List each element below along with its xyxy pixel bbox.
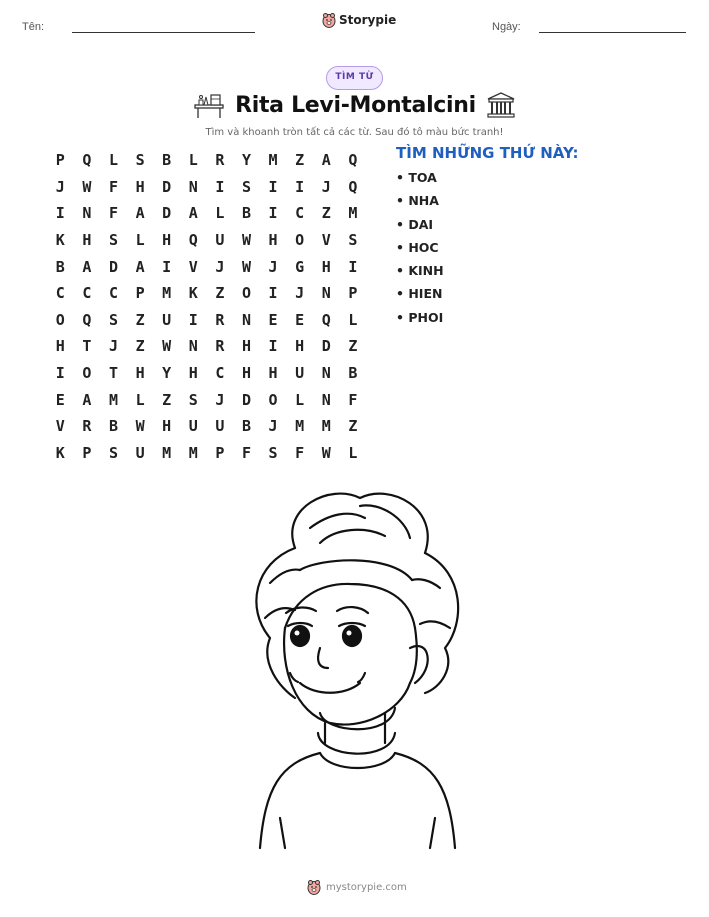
title-row [0,91,709,119]
grid-cell[interactable]: S [108,310,118,329]
grid-cell[interactable]: Q [348,177,358,196]
grid-cell[interactable]: W [241,231,251,250]
grid-cell[interactable]: K [55,443,65,462]
grid-cell[interactable]: S [135,151,145,170]
grid-cell[interactable]: A [188,204,198,223]
grid-cell[interactable]: P [55,151,65,170]
grid-cell[interactable]: O [295,231,305,250]
grid-cell[interactable]: W [135,417,145,436]
grid-cell[interactable]: J [295,284,305,303]
grid-cell[interactable]: H [162,231,172,250]
grid-row [47,174,367,201]
grid-cell[interactable]: I [268,204,278,223]
grid-cell[interactable]: L [135,390,145,409]
name-field-line[interactable] [72,32,255,33]
brand-name: Storypie [339,13,397,27]
grid-cell[interactable]: B [241,204,251,223]
grid-cell[interactable]: S [108,443,118,462]
grid-cell[interactable]: C [215,364,225,383]
category-badge: TÌM TỪ [326,66,383,90]
grid-cell[interactable]: U [215,231,225,250]
grid-cell[interactable]: M [162,284,172,303]
grid-cell[interactable]: N [188,337,198,356]
grid-cell[interactable]: J [268,257,278,276]
word-item: • NHA [396,193,439,209]
grid-cell[interactable]: N [321,364,331,383]
grid-cell[interactable]: J [55,177,65,196]
grid-row [47,307,367,334]
grid-cell[interactable]: I [268,177,278,196]
grid-cell[interactable]: B [55,257,65,276]
grid-cell[interactable]: O [82,364,92,383]
grid-cell[interactable]: V [55,417,65,436]
grid-cell[interactable]: E [268,310,278,329]
grid-cell[interactable]: Q [82,310,92,329]
grid-cell[interactable]: N [241,310,251,329]
grid-cell[interactable]: A [135,204,145,223]
grid-cell[interactable]: P [215,443,225,462]
grid-cell[interactable]: A [135,257,145,276]
grid-cell[interactable]: F [348,390,358,409]
grid-cell[interactable]: B [108,417,118,436]
grid-cell[interactable]: M [108,390,118,409]
grid-cell[interactable]: C [108,284,118,303]
grid-cell[interactable]: S [108,231,118,250]
grid-cell[interactable]: A [82,390,92,409]
grid-cell[interactable]: B [241,417,251,436]
word-list [396,170,444,333]
grid-cell[interactable]: H [268,364,278,383]
grid-cell[interactable]: I [215,177,225,196]
grid-cell[interactable]: A [321,151,331,170]
grid-cell[interactable]: I [162,257,172,276]
grid-cell[interactable]: R [215,151,225,170]
grid-row [47,200,367,227]
grid-cell[interactable]: D [162,177,172,196]
grid-cell[interactable]: R [82,417,92,436]
grid-cell[interactable]: I [55,364,65,383]
grid-cell[interactable]: W [321,443,331,462]
grid-cell[interactable]: M [268,151,278,170]
grid-cell[interactable]: L [348,310,358,329]
grid-cell[interactable]: T [82,337,92,356]
grid-cell[interactable]: Z [321,204,331,223]
grid-cell[interactable]: F [108,204,118,223]
grid-cell[interactable]: Z [348,417,358,436]
grid-cell[interactable]: E [55,390,65,409]
word-item: • KINH [396,263,444,279]
grid-cell[interactable]: Q [348,151,358,170]
grid-cell[interactable]: M [348,204,358,223]
grid-cell[interactable]: B [162,151,172,170]
grid-cell[interactable]: H [188,364,198,383]
grid-cell[interactable]: J [108,337,118,356]
museum-icon [486,91,516,119]
grid-cell[interactable]: A [82,257,92,276]
grid-cell[interactable]: F [108,177,118,196]
grid-cell[interactable]: L [295,390,305,409]
grid-cell[interactable]: R [215,337,225,356]
grid-cell[interactable]: T [108,364,118,383]
grid-cell[interactable]: Q [321,310,331,329]
word-item: • PHOI [396,309,444,325]
word-item: • HIEN [396,286,443,302]
grid-cell[interactable]: U [135,443,145,462]
storypie-logo-icon [307,879,321,895]
grid-cell[interactable]: U [188,417,198,436]
grid-row [47,253,367,280]
name-label: Tên: [22,21,45,33]
grid-cell[interactable]: W [162,337,172,356]
storypie-logo-icon [322,12,336,28]
grid-cell[interactable]: F [295,443,305,462]
grid-cell[interactable]: D [241,390,251,409]
grid-cell[interactable]: C [55,284,65,303]
grid-cell[interactable]: H [295,337,305,356]
grid-cell[interactable]: J [215,390,225,409]
grid-cell[interactable]: D [108,257,118,276]
grid-cell[interactable]: N [321,390,331,409]
grid-cell[interactable]: H [241,337,251,356]
grid-cell[interactable]: F [241,443,251,462]
grid-cell[interactable]: M [321,417,331,436]
grid-cell[interactable]: W [82,177,92,196]
grid-cell[interactable]: R [215,310,225,329]
grid-cell[interactable]: U [295,364,305,383]
grid-cell[interactable]: L [215,204,225,223]
word-item: • TOA [396,170,437,185]
grid-cell[interactable]: J [321,177,331,196]
grid-cell[interactable]: H [135,177,145,196]
grid-cell[interactable]: Z [215,284,225,303]
grid-cell[interactable]: I [295,177,305,196]
grid-cell[interactable]: H [268,231,278,250]
grid-cell[interactable]: H [321,257,331,276]
grid-cell[interactable]: S [188,390,198,409]
grid-row [47,360,367,387]
grid-cell[interactable]: D [162,204,172,223]
grid-cell[interactable]: P [348,284,358,303]
desk-icon [193,91,225,119]
letter-grid [47,147,367,466]
grid-cell[interactable]: Q [82,151,92,170]
grid-cell[interactable]: U [215,417,225,436]
grid-cell[interactable]: L [188,151,198,170]
date-label: Ngày: [492,21,521,33]
grid-cell[interactable]: Z [162,390,172,409]
grid-cell[interactable]: Z [295,151,305,170]
grid-cell[interactable]: H [55,337,65,356]
grid-cell[interactable]: Z [135,310,145,329]
grid-cell[interactable]: G [295,257,305,276]
grid-cell[interactable]: N [82,204,92,223]
grid-cell[interactable]: M [162,443,172,462]
brand [322,12,396,28]
footer [307,879,407,895]
grid-cell[interactable]: C [295,204,305,223]
grid-cell[interactable]: O [55,310,65,329]
grid-cell[interactable]: I [55,204,65,223]
grid-cell[interactable]: L [108,151,118,170]
grid-cell[interactable]: E [295,310,305,329]
grid-cell[interactable]: J [215,257,225,276]
grid-cell[interactable]: V [188,257,198,276]
word-list-title: TÌM NHỮNG THỨ NÀY: [396,144,579,162]
grid-row [47,440,367,467]
grid-cell[interactable]: C [82,284,92,303]
grid-cell[interactable]: M [188,443,198,462]
grid-row [47,386,367,413]
grid-cell[interactable]: Y [162,364,172,383]
grid-row [47,147,367,174]
footer-url: mystorypie.com [326,881,407,893]
grid-cell[interactable]: V [321,231,331,250]
grid-cell[interactable]: D [321,337,331,356]
grid-cell[interactable]: K [188,284,198,303]
grid-cell[interactable]: I [268,337,278,356]
date-field-line[interactable] [539,32,686,33]
grid-cell[interactable]: I [268,284,278,303]
grid-cell[interactable]: L [135,231,145,250]
grid-cell[interactable]: O [268,390,278,409]
grid-cell[interactable]: O [241,284,251,303]
coloring-illustration [240,488,470,858]
grid-cell[interactable]: H [162,417,172,436]
grid-cell[interactable]: B [348,364,358,383]
grid-row [47,280,367,307]
grid-cell[interactable]: N [188,177,198,196]
page-title: Rita Levi-Montalcini [235,92,476,118]
grid-cell[interactable]: Q [188,231,198,250]
grid-cell[interactable]: W [241,257,251,276]
grid-cell[interactable]: H [241,364,251,383]
grid-cell[interactable]: S [348,231,358,250]
grid-cell[interactable]: K [55,231,65,250]
grid-cell[interactable]: P [82,443,92,462]
grid-cell[interactable]: H [82,231,92,250]
grid-cell[interactable]: P [135,284,145,303]
grid-row [47,333,367,360]
grid-row [47,227,367,254]
word-item: • HOC [396,239,439,255]
grid-cell[interactable]: N [321,284,331,303]
grid-cell[interactable]: H [135,364,145,383]
grid-cell[interactable]: M [295,417,305,436]
grid-cell[interactable]: I [348,257,358,276]
grid-cell[interactable]: Z [348,337,358,356]
word-item: • DAI [396,216,434,232]
grid-cell[interactable]: I [188,310,198,329]
grid-cell[interactable]: U [162,310,172,329]
grid-row [47,413,367,440]
grid-cell[interactable]: S [268,443,278,462]
grid-cell[interactable]: Z [135,337,145,356]
grid-cell[interactable]: L [348,443,358,462]
grid-cell[interactable]: S [241,177,251,196]
instructions: Tìm và khoanh tròn tất cả các từ. Sau đó tô màu bức tranh! [205,127,504,138]
grid-cell[interactable]: J [268,417,278,436]
grid-cell[interactable]: Y [241,151,251,170]
